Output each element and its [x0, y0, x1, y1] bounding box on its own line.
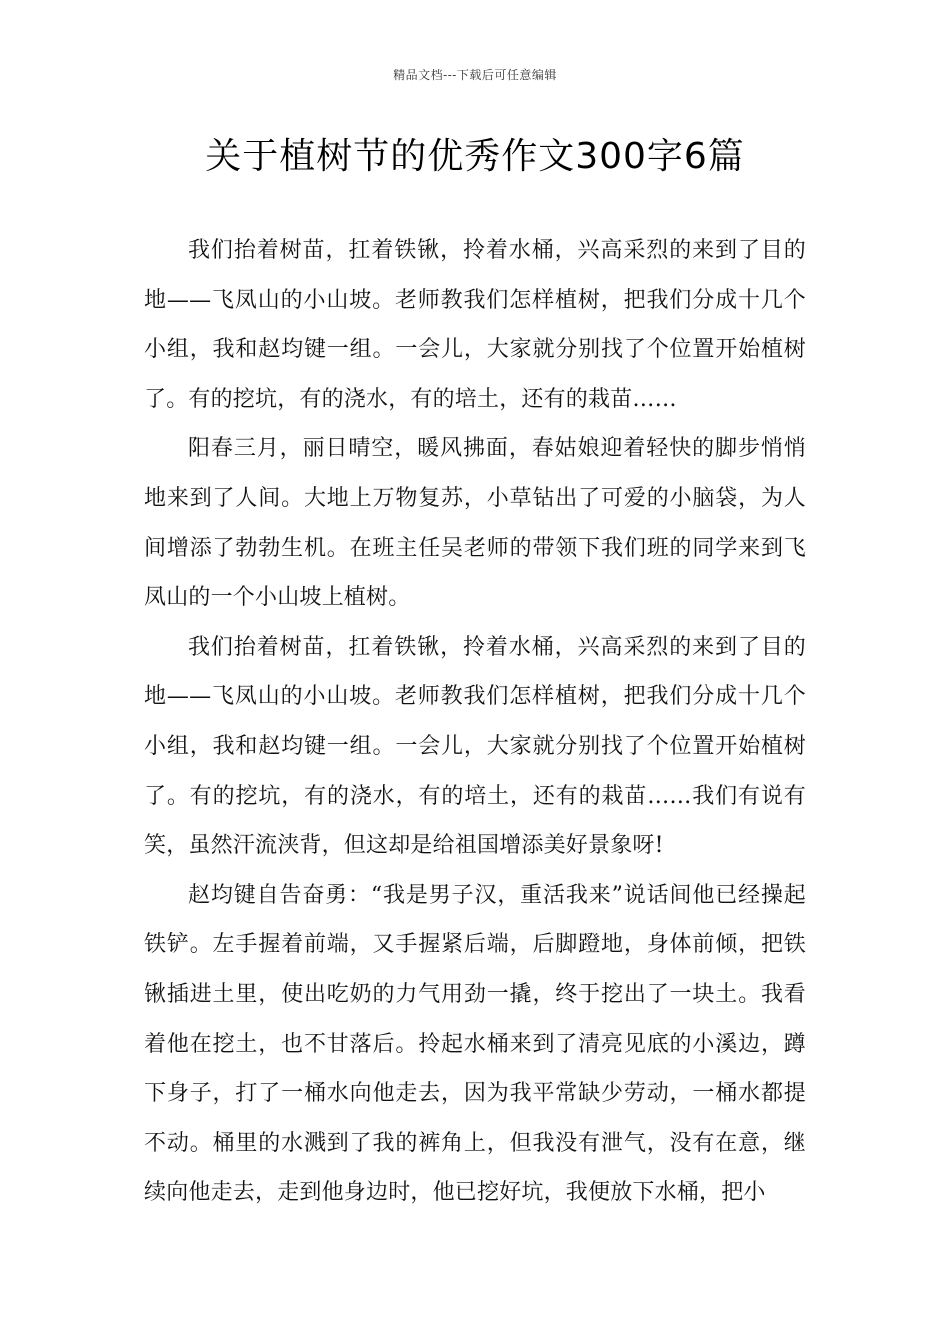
paragraph-4: 赵均键自告奋勇：“我是男子汉，重活我来”说话间他已经操起铁铲。左手握着前端，又手握紧后端，后脚蹬地，身体前倾，把铁锹插进土里，使出吃奶的力气用劲一撬，终于挖出了一块土。我看着他在挖土，也不甘落后。拎起水桶来到了清亮见底的小溪边，蹲下身子，打了一桶水向他走去，因为我平常缺少劳动，一桶水都提不动。桶里的水溅到了我的裤角上，但我没有泄气，没有在意，继续向他走去，走到他身边时，他已挖好坑，我便放下水桶，把小: [144, 882, 806, 1206]
paragraph-1: 我们抬着树苗，扛着铁锹，拎着水桶，兴高采烈的来到了目的地——飞凤山的小山坡。老师教我们怎样植树，把我们分成十几个小组，我和赵均键一组。一会儿，大家就分别找了个位置开始植树了。有的挖坑，有的浇水，有的培土，还有的栽苗……: [144, 238, 806, 412]
document-body: [144, 226, 806, 1218]
header-note: 精品文档---下载后可任意编辑: [393, 68, 557, 82]
paragraph-2: 阳春三月，丽日晴空，暖风拂面，春姑娘迎着轻快的脚步悄悄地来到了人间。大地上万物复苏，小草钻出了可爱的小脑袋，为人间增添了勃勃生机。在班主任吴老师的带领下我们班的同学来到飞凤山的一个小山坡上植树。: [144, 436, 806, 611]
document-title: 关于植树节的优秀作文300字6篇: [205, 136, 745, 177]
paragraph-3: 我们抬着树苗，扛着铁锹，拎着水桶，兴高采烈的来到了目的地——飞凤山的小山坡。老师教我们怎样植树，把我们分成十几个小组，我和赵均键一组。一会儿，大家就分别找了个位置开始植树了。有的挖坑，有的浇水，有的培土，还有的栽苗……我们有说有笑，虽然汗流浃背，但这却是给祖国增添美好景象呀!: [144, 634, 806, 859]
